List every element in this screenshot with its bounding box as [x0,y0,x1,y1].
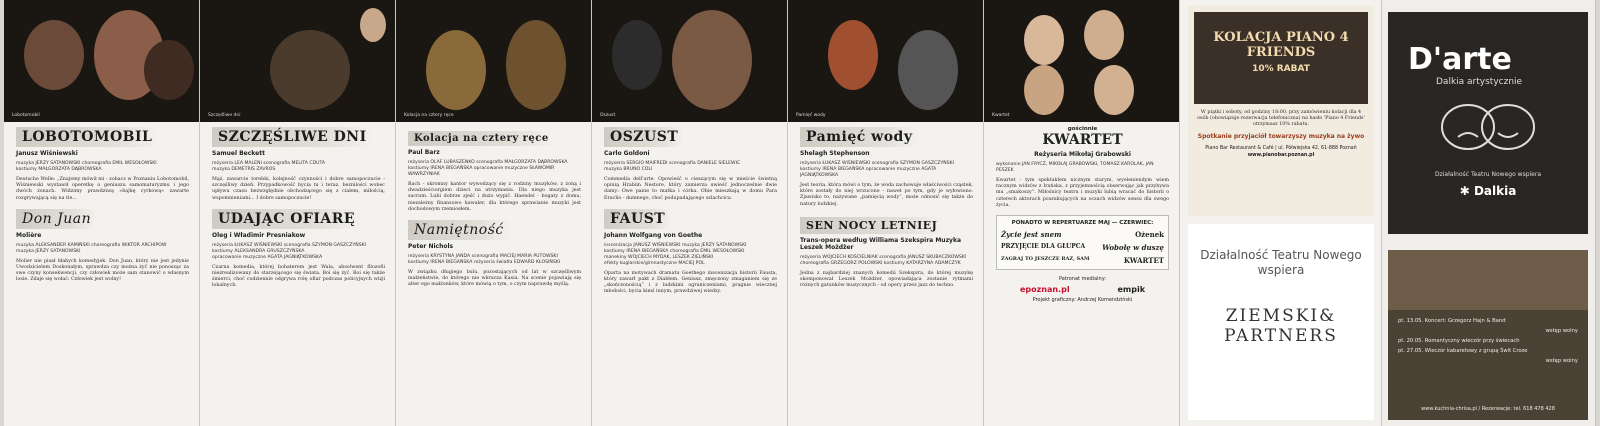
photo-caption: Pamięć wody [796,113,826,118]
credit-line: kostiumy IRENA BIEGAŃSKA opracowanie muzyczne AGATA JAGNIĄTKOWSKA [800,167,937,178]
play-credits [16,243,189,255]
play-description: Jedna z najbardziej znanych komedii Szekspira, do której muzykę skomponował Leszek Możdżer, opowiadająca zostanie rytmami różnych gatunków muzycznych - od opery przez jazz do techno. [800,270,973,289]
play-author: Paul Barz [408,149,440,156]
play-title: Don Juan [16,209,97,229]
play-credits [16,161,189,173]
credit-line: efekty kuglarskie/gimnastyczne MACIEJ POL [604,260,705,266]
repertoire-box [996,215,1169,270]
credit-line: kostiumy IRENA BIEGAŃSKA choreografia EMIL WESOŁOWSKI [604,248,745,254]
events-footer: www.kuchnia-chrisa.pl / Rezerwacje: tel. 618 478 428 [1421,406,1555,412]
ad-heading: Działalność Teatru Nowego wspiera [1200,248,1362,277]
photo-caption: Oszust [600,113,616,118]
dalkia-logo [1388,184,1588,198]
panel-oszust [592,0,788,426]
credit-line: kostiumy IRENA BIEGAŃSKA opracowanie muzyczne SŁAWOMIR WAWRZYNIAK [408,166,555,177]
dalkia-star-icon: ✱ [1459,184,1470,198]
play-author: Molière [16,231,42,239]
ziemski-ad [1188,224,1374,420]
play-description: Czarna komedia, której bohaterem jest Wala, absolwent filozofii niezrealizowany do starzejącego się świata. Boi się żyć. Boi się także śmierci, choć codziennie odgrywa rolę ofiar podczas policyjnych wizji lokalnych. [212,264,385,289]
design-credit: Projekt graficzny: Andrzej Komendziński [1032,297,1133,304]
play-description: Oparta na motywach dramatu Goethego inscenizacja historii Fausta, który zawarł pakt z Diabłem. Geniusz, zmęczony zmaganiem się ze „skończonością” i z ludzkimi ograniczeniami, pragnie wiecznej młodości, bycia kimś innym, prawdziwej wiedzy. [604,270,777,295]
credit-line: reżyseria KRYSTYNA JANDA scenografia MACIEJ MARIA PUTOWSKI [408,254,558,260]
repertoire-heading: PONADTO W REPERTUARZE MAJ — CZERWIEC: [1011,220,1154,227]
play-description: Molier nie pisał błahych komedyjek. Don Juan, który nie jest jedynie Uwodzicielem Doskonałym, sprawdza czy można żyć nie ponosząc za swe czyny konsekwencji, czy człowiek może sam stanowić o własnym losie. Zdaje się wołać: Człowiek jest wolny! [16,258,189,283]
play-author: Carlo Goldoni [604,150,650,157]
photo-caption: Kolacja na cztery ręce [404,113,454,118]
credit-line: kostiumy IRENA BIEGAŃSKA reżyseria światła EDWARD KŁOSIŃSKI [408,260,561,266]
play-credits [212,243,385,261]
theatre-masks-icon [1428,97,1548,157]
photo-caption: Szczęśliwe dni [208,113,241,118]
panel-szczesliwe-dni [200,0,396,426]
darte-ad [1388,12,1588,234]
play-author: Shelagh Stephenson [800,150,870,157]
ad-promo: Spotkanie przyjaciół towarzyszy muzyka na żywo [1197,132,1365,140]
event-item: wstęp wolny [1545,328,1578,334]
ad-website: www.pianobar.poznan.pl [1247,152,1315,158]
sponsors [996,276,1169,303]
restaurant-photo [1388,250,1588,310]
photo-kwartet [984,0,1179,122]
play-author: Johann Wolfgang von Goethe [604,231,703,239]
play-title: Namiętność [408,220,510,240]
play-credits [408,160,581,178]
play-title: Pamięć wody [800,127,918,147]
photo-szczesliwe-dni [200,0,395,122]
play-author: Trans-opera według Williama Szekspira Muzyka Leszek Możdżer [800,236,962,251]
sponsors-heading: Patronat medialny: [1058,276,1106,283]
photo-lobotomobil [4,0,199,122]
repertoire-item: PRZYJĘCIE DLA GŁUPCA [1001,243,1086,251]
repertoire-item: Życie jest snem [1001,230,1062,240]
ad-discount: 10% RABAT [1252,64,1310,74]
play-description: Deutsche Welle: „Znajemy mówił mi - zobacz w Poznaniu Lobotomobil, Wiśniewski wystawił operetkę o geniuszu samomaturyzmu i jego dwóch żonach. Widzimy prawdziwą »bajkę cyrkową« zawarte rozgrywającą się na tle... [16,177,189,201]
play-credits [800,161,973,179]
credit-line: kostiumy ALEKSANDRA GRUSZCZYŃSKA [212,248,305,254]
play-description: W związku długiego bulu, pozostających od lat w szczęśliwym małżeństwie, do którego nie wkracza Kasia. Na scenie pojawiają się alter ego małżonków, które mówią o tym, o czym naprawdę myślą. [408,270,581,288]
credit-line: opracowanie muzyczne AGATA JAGNIĄTKOWSKA [212,254,323,260]
play-description: Mąż, zawarcie torebki, kolejność czynności i dobre samopoczucie - szczęśliwy dzień. Przypadkowość bycia tu i teraz, beznilości wobec upływu czasu bezwzględnie obchodzącego się z ciałem, miłością, wspomnieniami... I dobre samopoczucie! [212,177,385,201]
brand-name: ZIEMSKI& [1225,306,1337,326]
play-title: LOBOTOMOBIL [16,127,158,147]
ads-column-right [1382,0,1596,426]
play-title: SEN NOCY LETNIEJ [800,217,943,234]
credit-line: kostiumy MAŁGORZATA DĄBROWSKA [16,167,102,172]
credit-line: reżyseria ŁUKASZ WIŚNIEWSKI scenografia SZYMON GASZCZYŃSKI [800,161,954,166]
play-author: Oleg i Władimir Presniakow [212,231,306,239]
play-title: SZCZĘŚLIWE DNI [212,127,373,147]
credit-line: reżyseria WOJCIECH KOŚCIELNIAK scenografia JANUSZ SKUBACZKOWSKI [800,254,967,260]
play-title: OSZUST [604,127,684,147]
event-item: wstęp wolny [1545,358,1578,364]
credit-line: muzyka DEMETRIS ZAVROS [212,167,276,172]
ad-title: KOLACJA PIANO 4 FRIENDS [1213,30,1349,60]
ad-address: Piano Bar Restaurant & Café | ul. Półwiejska 42, 61-888 Poznań [1205,145,1357,151]
play-credits [996,162,1169,174]
play-credits [408,254,581,266]
credit-line: muzyka JERZY SATANOWSKI [16,248,81,254]
play-description: Bach - skromny kantor wywodzący się z rodziny muzyków, z żoną i dwadzieściorgiem dzieci na utrzymaniu. Dla niego muzyka jest sacrum. Lubi dobrze zjeść i dużo wypić. Haendel - bogaty z domu, niezależny finansowo kawaler, dla którego sprawianie muzyki jest dochodowym rzemiosłem. [408,182,581,212]
panel-kolacja [396,0,592,426]
play-author: Peter Nichols [408,243,454,251]
darte-logo: D'arte [1408,42,1512,77]
ads-column-left [1180,0,1382,426]
event-item: pt. 13.05. Koncert: Grzegorz Hajn & Band [1398,318,1506,324]
guest-label: gościnnie [1067,126,1098,132]
play-credits [800,255,973,267]
panel-lobotomobil [4,0,200,426]
photo-oszust [592,0,787,122]
play-title: UDAJĄC OFIARĘ [212,209,361,229]
play-title: FAUST [604,209,671,229]
photo-pamiec-wody [788,0,983,122]
photo-kolacja [396,0,591,122]
panel-kwartet [984,0,1180,426]
event-item: pt. 20.05. Romantyczny wieczór przy świecach [1398,338,1520,344]
repertoire-item: ZAGRAJ TO JESZCZE RAZ, SAM [1001,256,1090,263]
play-author: Samuel Beckett [212,150,265,157]
sponsor-logo: epoznan.pl [1019,285,1070,295]
play-credits [604,243,777,267]
play-credits [604,161,777,173]
play-title: KWARTET [1042,132,1123,148]
support-text: Działalność Teatru Nowego wspiera [1435,171,1541,178]
credit-line: reżyseria ŁUKASZ WIŚNIEWSKI scenografia SZYMON GASZCZYŃSKI [212,242,366,248]
play-author: Reżyseria Mikołaj Grabowski [1034,151,1131,158]
play-credits [212,161,385,173]
credit-line: reżyseria SERGIO MAIFREDI scenografia DANIELE SIELEWIC [604,161,741,166]
credit-line: wykonanie JAN FRYCZ, MIKOŁAJ GRABOWSKI, TOMASZ KAROLAK, JAN PESZEK [996,162,1154,173]
sponsor-logo: empik [1117,285,1146,295]
events-list [1398,316,1578,366]
repertoire-item: Ożenek [1135,230,1164,240]
credit-line: muzyka ALEKSANDER KAMIŃSKI choreografia WIKTOR ARCHIPOW [16,242,167,248]
ad-text: W piątki i soboty, od godziny 18:00, przy zamówieniu kolacji dla 4 osób (obowiązuje rezerwacja telefoniczna) na hasło 'Piano 4 Friends' otrzymasz 10% rabatu. [1197,110,1365,128]
credit-line: reżyseria LEA MALENI scenografia MELITA CDUTA [212,161,326,166]
piano-bar-ad [1188,6,1374,216]
credit-line: inscenizacja JANUSZ WIŚNIEWSKI muzyka JERZY SATANOWSKI [604,242,747,248]
repertoire-item: Wobołę w duszę [1102,243,1164,253]
events-ad [1388,250,1588,420]
credit-line: choreografia GRZEGORZ POLOWSKI kostiumy KATARZYNA ADAMCZYK [800,260,961,266]
play-title: Kolacja na cztery ręce [408,131,555,146]
credit-line: muzyka JERZY SATANOWSKI choreografia EMIL WESOŁOWSKI [16,161,157,166]
brand-name: PARTNERS [1224,326,1338,346]
photo-caption: Kwartet [992,113,1010,118]
credit-line: reżyseria OLAF LUBASZENKO scenografia MAŁGORZATA DĄBROWSKA [408,160,568,165]
play-description: Commedia dell'arte. Opowieść o cieszącym się w mieście świetną opinią Hrabim Nestore, który zamierza uwieść jednocześnie dwie damy: Owe panie to matka i córka. Obie mieszkają w domu Para Eraclio - dumnego, choć podupadającego szlachcica. [604,177,777,201]
play-description: Kwartet - tym spektaklem nicznym starym, wyeleniendym wiem racznym widzów z Irańska, z przyjemnością obserwując jak przybywa mu „smakoszy”. Miłośnicy teatru i muzyki lubią wracać do historii o czterech aktorach poszukujących na oczach widzów sensu dla swego życia. [996,178,1169,208]
darte-tagline: Dalkia artystycznie [1436,77,1523,87]
brand-name: Dalkia [1473,184,1517,198]
play-description: Jest teoria, która mówi o tym, że woda zachowuje właściwości cząstek, które zostały do niej wrzucone - nawet po tym, gdy je wyłowiono. Zjawisko to, nazywane „pamięcią wody”, może odnosić się także do natury ludzkiej. [800,183,973,207]
event-item: pt. 27.05. Wieczór kabaretowy z grupą Świt Croze [1398,348,1528,354]
credit-line: muzyka BRUNO COLI [604,167,653,172]
credit-line: manekiny WOJCIECH MYDAK, LESZEK ZIELIŃSKI [604,254,714,260]
photo-caption: Lobotomobil [12,113,40,118]
panel-pamiec-wody [788,0,984,426]
play-author: Janusz Wiśniewski [16,150,78,157]
repertoire-item: KWARTET [1123,256,1164,266]
